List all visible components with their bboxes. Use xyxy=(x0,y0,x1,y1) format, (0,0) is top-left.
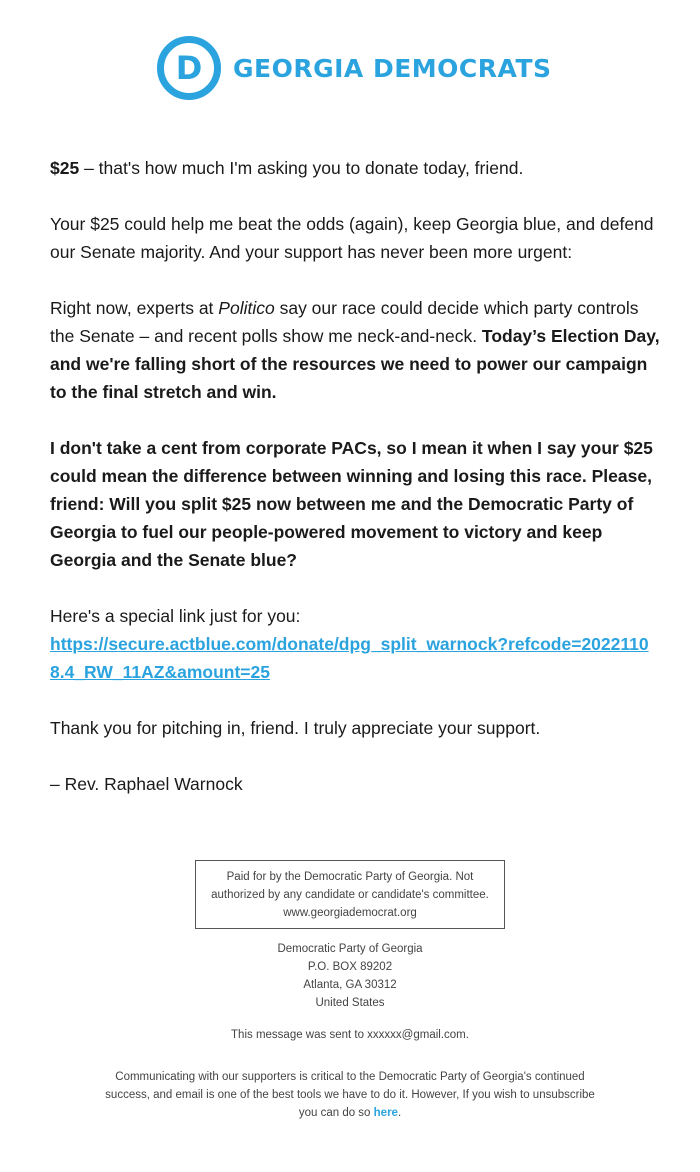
paid-line-3: www.georgiademocrat.org xyxy=(283,907,417,919)
democrats-d-logo-icon xyxy=(157,36,221,100)
election-day-bold: Today’s Election Day, and we're falling short of the resources we need to power our campaign to the final stretch and win. xyxy=(50,326,660,402)
paragraph-urgency: Your $25 could help me beat the odds (again), keep Georgia blue, and defend our Senate majority. And your support has never been more urgent: xyxy=(50,214,654,262)
svg-text:D: D xyxy=(175,49,203,87)
email-body xyxy=(50,154,660,826)
donate-link[interactable]: https://secure.actblue.com/donate/dpg_split_warnock?refcode=20221108.4_RW_11AZ&amount=25 xyxy=(50,634,649,682)
signature: – Rev. Raphael Warnock xyxy=(50,774,243,794)
paid-line-2: authorized by any candidate or candidate's committee. xyxy=(211,889,489,901)
org-name: Democratic Party of Georgia xyxy=(277,943,423,955)
paragraph-pacs: I don't take a cent from corporate PACs, so I mean it when I say your $25 could mean the difference between winning and losing this race. Please, friend: Will you split $25 now between me and the Democratic Party of Georgia to fuel our people-powered movement to victory and keep Georgia and the Senate blue? xyxy=(50,438,653,570)
unsubscribe-link[interactable]: here xyxy=(373,1107,398,1119)
country: United States xyxy=(315,997,385,1009)
paid-line-1: Paid for by the Democratic Party of Georgia. Not xyxy=(226,871,474,883)
email-header xyxy=(0,0,700,140)
logo-text: GEORGIA DEMOCRATS xyxy=(233,53,552,83)
mailing-address xyxy=(0,940,700,1012)
ask-amount: $25 xyxy=(50,158,80,178)
paragraph-link xyxy=(50,602,660,686)
politico-source: Politico xyxy=(218,298,275,318)
city: Atlanta, GA 30312 xyxy=(303,979,397,991)
politico-pre: Right now, experts at xyxy=(50,298,219,318)
paragraph-ask xyxy=(50,154,660,182)
politico-mid: say our race could decide which party controls the Senate – and recent polls show me neck-and-neck. xyxy=(50,298,639,346)
unsubscribe-notice xyxy=(100,1068,600,1122)
paragraph-politico xyxy=(50,294,660,406)
paragraph-thanks: Thank you for pitching in, friend. I truly appreciate your support. xyxy=(50,718,541,738)
po-box: P.O. BOX 89202 xyxy=(307,961,393,973)
ask-text: – that's how much I'm asking you to donate today, friend. xyxy=(79,158,524,178)
sent-to-notice: This message was sent to xxxxxx@gmail.com. xyxy=(231,1029,469,1041)
unsubscribe-text: Communicating with our supporters is critical to the Democratic Party of Georgia's continued success, and email is one of the best tools we have to do it. However, If you wish to unsubscribe you can do so xyxy=(105,1071,595,1119)
unsubscribe-end: . xyxy=(397,1107,402,1119)
paid-for-disclaimer xyxy=(195,860,505,929)
link-label: Here's a special link just for you: xyxy=(50,606,301,626)
georgia-democrats-logo[interactable] xyxy=(157,36,552,100)
